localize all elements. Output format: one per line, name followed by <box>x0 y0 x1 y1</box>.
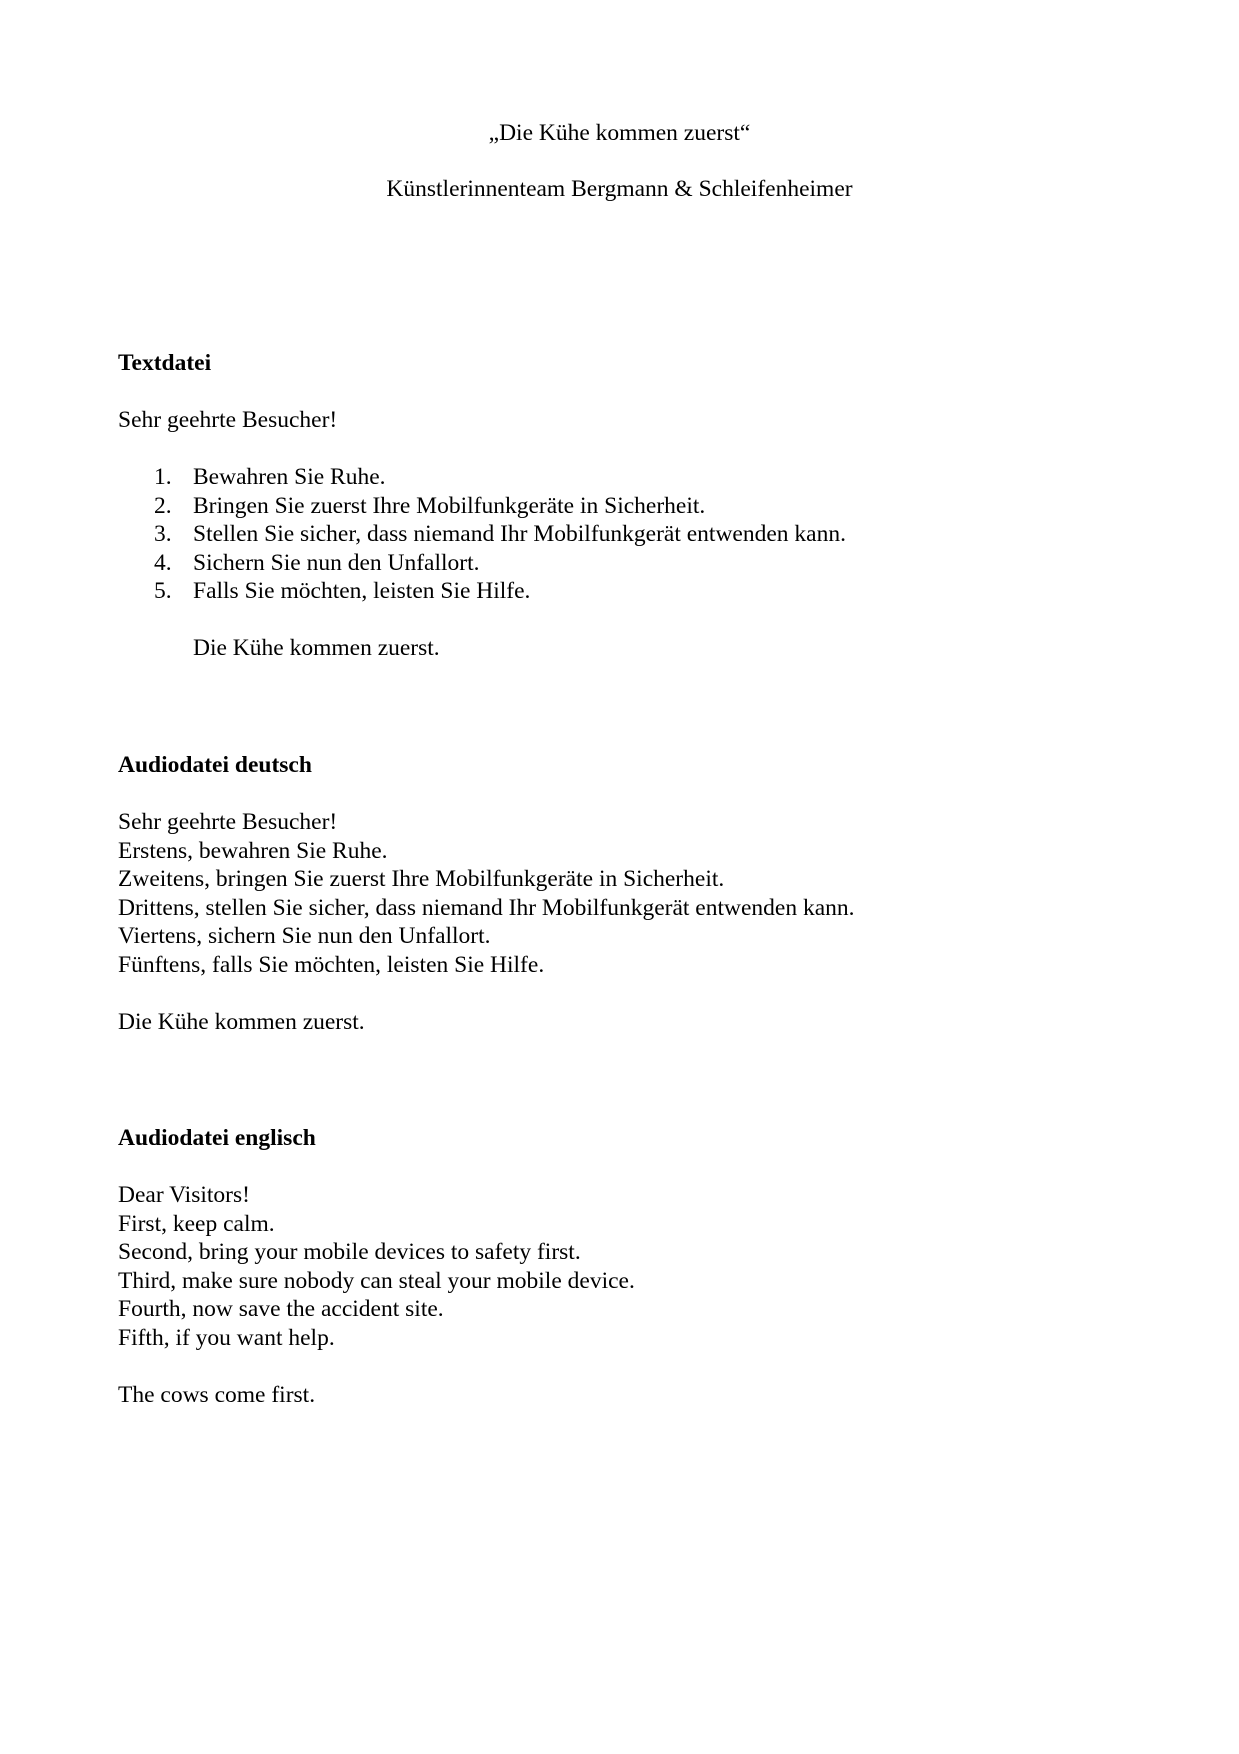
list-item-text: Sichern Sie nun den Unfallort. <box>193 549 480 576</box>
audio-english-closing: The cows come first. <box>118 1381 316 1408</box>
audio-german-line: Erstens, bewahren Sie Ruhe. <box>118 837 388 864</box>
audio-english-line: Third, make sure nobody can steal your mobile device. <box>118 1267 635 1294</box>
audio-german-line: Sehr geehrte Besucher! <box>118 809 338 835</box>
text-file-greeting: Sehr geehrte Besucher! <box>118 407 338 433</box>
list-item-number: 5. <box>154 578 172 604</box>
audio-english-heading: Audiodatei englisch <box>118 1125 316 1151</box>
text-file-steps-list <box>118 463 1158 606</box>
list-item-text: Bringen Sie zuerst Ihre Mobilfunkgeräte in Sicherheit. <box>193 492 706 519</box>
document-subtitle: Künstlerinnenteam Bergmann & Schleifenheimer <box>386 176 853 202</box>
audio-english-section <box>118 1124 1158 1409</box>
document-title: „Die Kühe kommen zuerst“ <box>488 120 751 146</box>
audio-english-line: Dear Visitors! <box>118 1182 250 1208</box>
list-item-text: Bewahren Sie Ruhe. <box>193 464 386 490</box>
audio-english-line: Second, bring your mobile devices to safety first. <box>118 1239 581 1265</box>
list-item <box>118 463 1158 492</box>
audio-german-heading: Audiodatei deutsch <box>118 752 312 778</box>
audio-english-line: First, keep calm. <box>118 1210 275 1237</box>
text-file-closing: Die Kühe kommen zuerst. <box>193 635 440 661</box>
text-file-section <box>118 349 1158 663</box>
audio-german-line: Viertens, sichern Sie nun den Unfallort. <box>118 923 491 949</box>
list-item <box>118 492 1158 521</box>
list-item <box>118 577 1158 606</box>
list-item-number: 1. <box>154 464 172 490</box>
list-item-number: 3. <box>154 521 172 547</box>
text-file-heading: Textdatei <box>118 350 212 376</box>
list-item-number: 4. <box>154 549 172 576</box>
audio-german-line: Fünftens, falls Sie möchten, leisten Sie Hilfe. <box>118 951 545 978</box>
audio-english-line: Fifth, if you want help. <box>118 1324 335 1351</box>
audio-german-line: Drittens, stellen Sie sicher, dass niemand Ihr Mobilfunkgerät entwenden kann. <box>118 894 855 921</box>
audio-german-section <box>118 751 1158 1036</box>
audio-german-line: Zweitens, bringen Sie zuerst Ihre Mobilfunkgeräte in Sicherheit. <box>118 866 725 892</box>
list-item <box>118 549 1158 578</box>
list-item-text: Falls Sie möchten, leisten Sie Hilfe. <box>193 578 531 604</box>
list-item <box>118 520 1158 549</box>
list-item-number: 2. <box>154 492 172 519</box>
audio-german-closing: Die Kühe kommen zuerst. <box>118 1008 365 1035</box>
list-item-text: Stellen Sie sicher, dass niemand Ihr Mobilfunkgerät entwenden kann. <box>193 521 846 547</box>
audio-english-line: Fourth, now save the accident site. <box>118 1296 444 1322</box>
